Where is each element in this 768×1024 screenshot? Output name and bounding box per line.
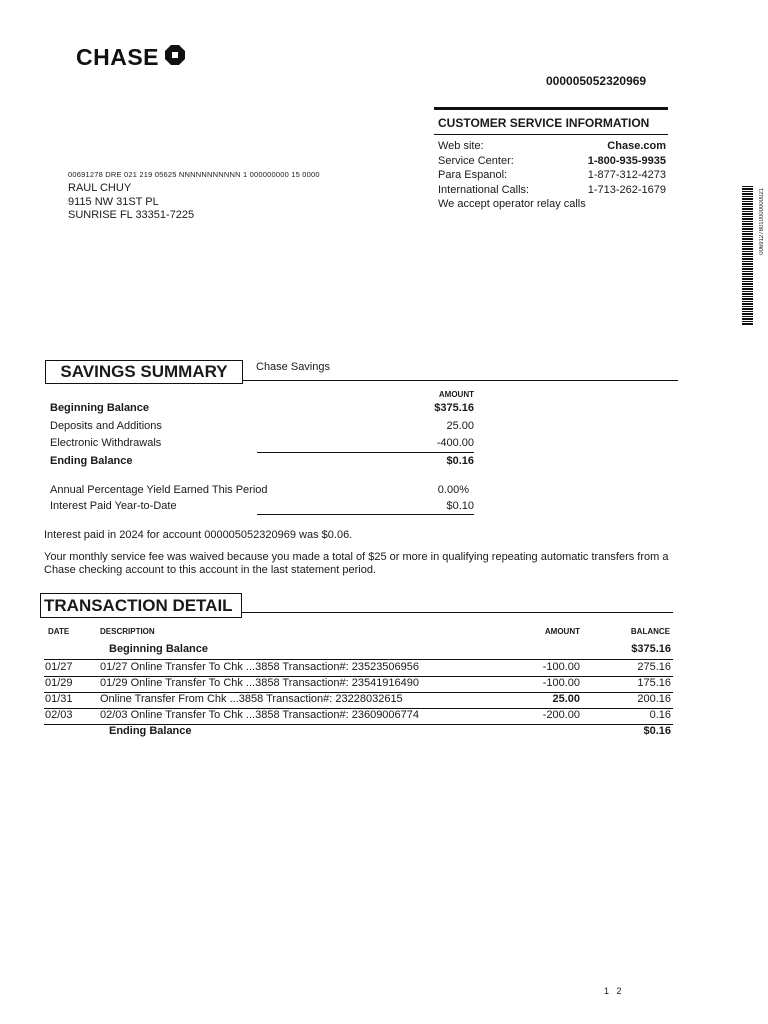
beginning-balance-label: Beginning Balance: [109, 643, 209, 655]
tx-balance: 200.16: [637, 693, 671, 705]
cs-relay-note: We accept operator relay calls: [438, 198, 586, 210]
mailing-address: [68, 182, 194, 223]
page-indicator: [604, 986, 622, 996]
cs-row-website: [434, 139, 668, 154]
ending-balance-value: $0.16: [643, 725, 671, 737]
header-amount: AMOUNT: [544, 627, 580, 636]
tx-balance: 275.16: [637, 661, 671, 673]
tx-amount: -100.00: [542, 661, 580, 673]
cs-row-espanol: [434, 168, 668, 183]
summary-label: Annual Percentage Yield Earned This Period: [50, 484, 268, 496]
beginning-balance-value: $375.16: [631, 643, 671, 655]
summary-row-apy: [50, 484, 469, 496]
interest-note: Interest paid in 2024 for account 000005052320969 was $0.06.: [44, 529, 353, 541]
header-date: DATE: [48, 627, 70, 636]
cs-label: Para Espanol:: [438, 169, 508, 181]
tx-amount: 25.00: [552, 693, 580, 705]
table-row: [0, 661, 768, 676]
cs-label: International Calls:: [438, 183, 530, 196]
cs-value: 1-713-262-1679: [587, 183, 666, 196]
tx-description: 02/03 Online Transfer To Chk ...3858 Transaction#: 23609006774: [100, 709, 420, 721]
table-row: [0, 677, 768, 692]
tx-date: 01/29: [45, 677, 73, 689]
header-description: DESCRIPTION: [100, 627, 155, 636]
cs-value: 1-877-312-4273: [587, 169, 666, 181]
summary-row-beginning: [50, 402, 474, 414]
tx-description: 01/27 Online Transfer To Chk ...3858 Transaction#: 23523506956: [100, 661, 420, 673]
summary-row-ending: [50, 455, 474, 467]
tx-description: 01/29 Online Transfer To Chk ...3858 Transaction#: 23541916490: [100, 677, 420, 689]
savings-product-name: Chase Savings: [256, 361, 330, 373]
tx-date: 01/31: [45, 693, 73, 705]
mailing-code: 00691278 DRE 021 219 05625 NNNNNNNNNNN 1 000000000 15 0000: [68, 170, 320, 179]
summary-value: $0.10: [446, 500, 474, 512]
tx-date: 01/27: [45, 661, 73, 673]
summary-row-interest-ytd: [50, 500, 474, 512]
transaction-divider: [242, 612, 673, 613]
ending-balance-label: Ending Balance: [109, 725, 192, 737]
tx-balance: 175.16: [637, 677, 671, 689]
fee-waived-note: Your monthly service fee was waived because you made a total of $25 or more in qualifying repeating automatic transfers from a Chase checking account to this account in the last statement period.: [44, 551, 669, 576]
summary-row-deposits: [50, 420, 474, 432]
octagon-logo-icon: [165, 45, 185, 70]
summary-rule: [257, 452, 474, 453]
summary-value: 0.00%: [437, 484, 469, 496]
page-current: 1: [604, 986, 610, 996]
summary-value: $0.16: [446, 455, 474, 467]
chase-logo: [76, 44, 185, 71]
tx-balance: 0.16: [649, 709, 671, 721]
transaction-detail-title: TRANSACTION DETAIL: [40, 593, 242, 618]
summary-row-withdrawals: [50, 437, 474, 449]
row-rule: [44, 659, 673, 660]
tx-amount: -200.00: [542, 709, 580, 721]
summary-divider: [243, 380, 678, 381]
summary-label: Interest Paid Year-to-Date: [50, 500, 177, 512]
table-row: [0, 709, 768, 724]
brand-name: CHASE: [76, 44, 160, 70]
cs-row-service-center: [434, 154, 668, 169]
address-line: SUNRISE FL 33351-7225: [68, 209, 195, 221]
summary-label: Ending Balance: [50, 455, 133, 467]
barcode-number: 00691278010000000021: [759, 188, 765, 255]
header-balance: BALANCE: [630, 627, 670, 636]
tx-description: Online Transfer From Chk ...3858 Transaction#: 23228032615: [100, 693, 403, 705]
savings-summary-title: SAVINGS SUMMARY: [45, 360, 243, 384]
cs-label: Service Center:: [438, 154, 514, 167]
summary-rule: [257, 514, 474, 515]
amount-header: AMOUNT: [438, 390, 474, 399]
summary-label: Deposits and Additions: [50, 420, 162, 432]
customer-service-title: CUSTOMER SERVICE INFORMATION: [434, 110, 668, 135]
barcode-icon: [742, 186, 753, 325]
summary-label: Beginning Balance: [50, 402, 150, 414]
cs-row-international: [434, 183, 668, 198]
page-total: 2: [616, 986, 622, 996]
website-link[interactable]: Chase.com: [607, 140, 666, 152]
table-row: [0, 693, 768, 708]
cs-value: 1-800-935-9935: [587, 154, 666, 167]
summary-value: $375.16: [434, 402, 474, 414]
customer-service-box: [434, 107, 668, 212]
tx-amount: -100.00: [542, 677, 580, 689]
tx-date: 02/03: [45, 709, 73, 721]
address-line: 9115 NW 31ST PL: [68, 195, 159, 208]
summary-value: 25.00: [446, 420, 474, 432]
summary-label: Electronic Withdrawals: [50, 437, 162, 449]
cs-label: Web site:: [438, 140, 484, 152]
summary-value: -400.00: [436, 437, 474, 449]
account-number: 000005052320969: [546, 74, 647, 88]
address-line: RAUL CHUY: [68, 182, 132, 194]
